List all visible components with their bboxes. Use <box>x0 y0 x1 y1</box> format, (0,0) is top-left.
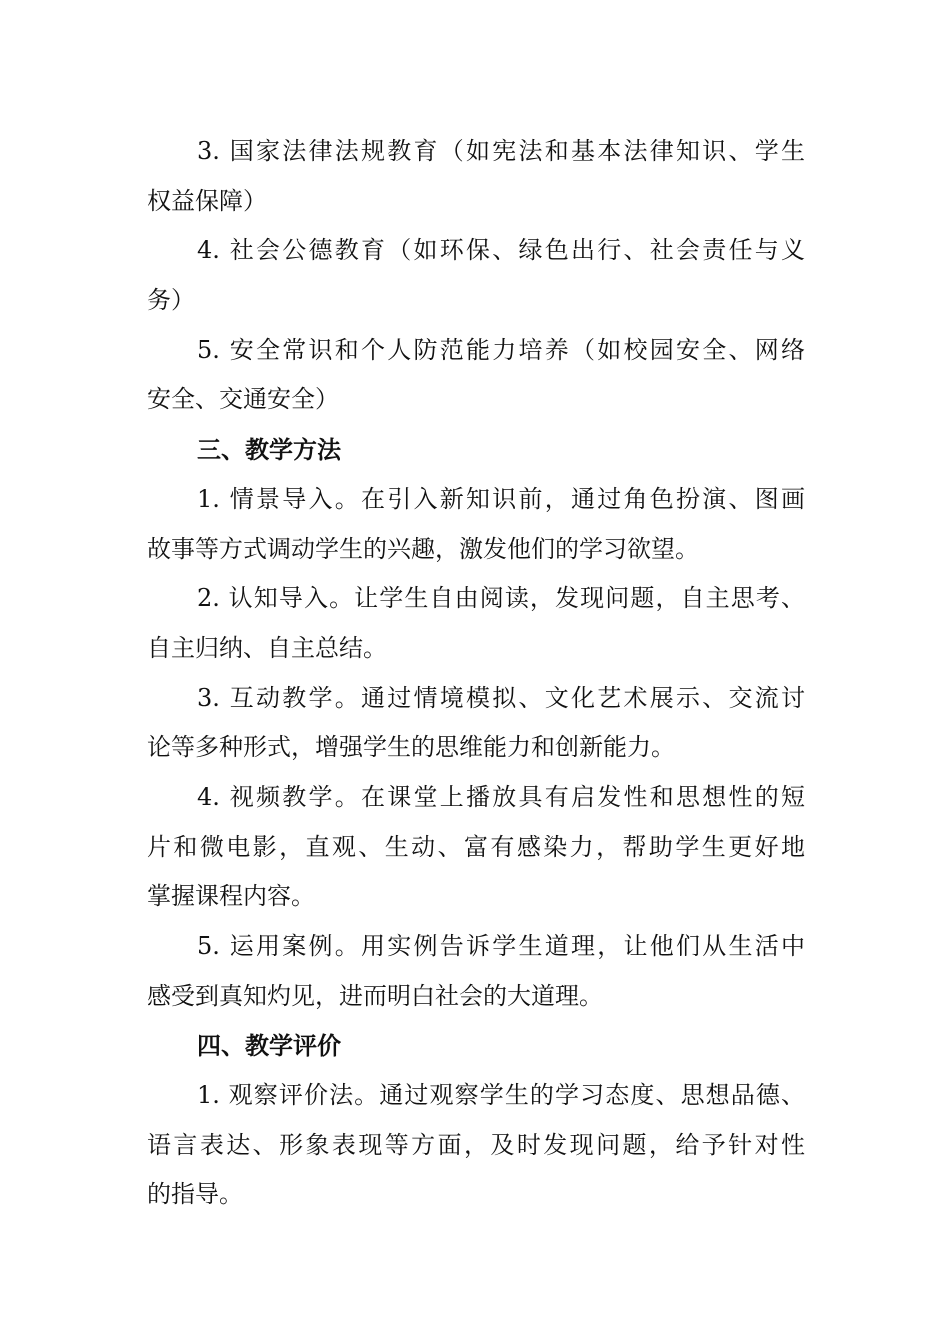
text-line: 故事等方式调动学生的兴趣，激发他们的学习欲望。 <box>147 534 699 563</box>
document-body <box>147 127 805 1220</box>
list-paragraph <box>147 127 805 226</box>
text-line: 三、教学方法 <box>197 435 341 465</box>
list-paragraph <box>147 674 805 773</box>
text-line: 4. 社会公德教育（如环保、绿色出行、社会责任与义 <box>197 236 805 265</box>
list-paragraph <box>147 226 805 325</box>
section-heading <box>147 1021 805 1071</box>
text-line: 的指导。 <box>147 1180 243 1209</box>
list-paragraph <box>147 1071 805 1220</box>
list-paragraph <box>147 773 805 922</box>
text-line: 务） <box>147 286 195 315</box>
text-line: 安全、交通安全） <box>147 385 339 414</box>
text-line: 四、教学评价 <box>197 1031 341 1061</box>
text-line: 3. 国家法律法规教育（如宪法和基本法律知识、学生 <box>197 137 805 165</box>
text-line: 4. 视频教学。在课堂上播放具有启发性和思想性的短 <box>197 782 805 811</box>
section-heading <box>147 425 805 475</box>
list-paragraph <box>147 574 805 673</box>
text-line: 语言表达、形象表现等方面，及时发现问题，给予针对性 <box>147 1130 805 1159</box>
list-paragraph <box>147 922 805 1021</box>
list-paragraph <box>147 475 805 574</box>
text-line: 权益保障） <box>147 186 267 215</box>
text-line: 5. 运用案例。用实例告诉学生道理，让他们从生活中 <box>197 932 805 960</box>
text-line: 论等多种形式，增强学生的思维能力和创新能力。 <box>147 733 675 762</box>
text-line: 2. 认知导入。让学生自由阅读，发现问题，自主思考、 <box>197 584 805 613</box>
text-line: 掌握课程内容。 <box>147 882 315 911</box>
list-paragraph <box>147 326 805 425</box>
text-line: 1. 情景导入。在引入新知识前，通过角色扮演、图画 <box>197 484 805 513</box>
text-line: 自主归纳、自主总结。 <box>147 633 387 662</box>
text-line: 1. 观察评价法。通过观察学生的学习态度、思想品德、 <box>197 1081 805 1110</box>
text-line: 感受到真知灼见，进而明白社会的大道理。 <box>147 981 603 1010</box>
text-line: 5. 安全常识和个人防范能力培养（如校园安全、网络 <box>197 335 805 364</box>
text-line: 3. 互动教学。通过情境模拟、文化艺术展示、交流讨 <box>197 683 805 712</box>
text-line: 片和微电影，直观、生动、富有感染力，帮助学生更好地 <box>147 832 805 861</box>
